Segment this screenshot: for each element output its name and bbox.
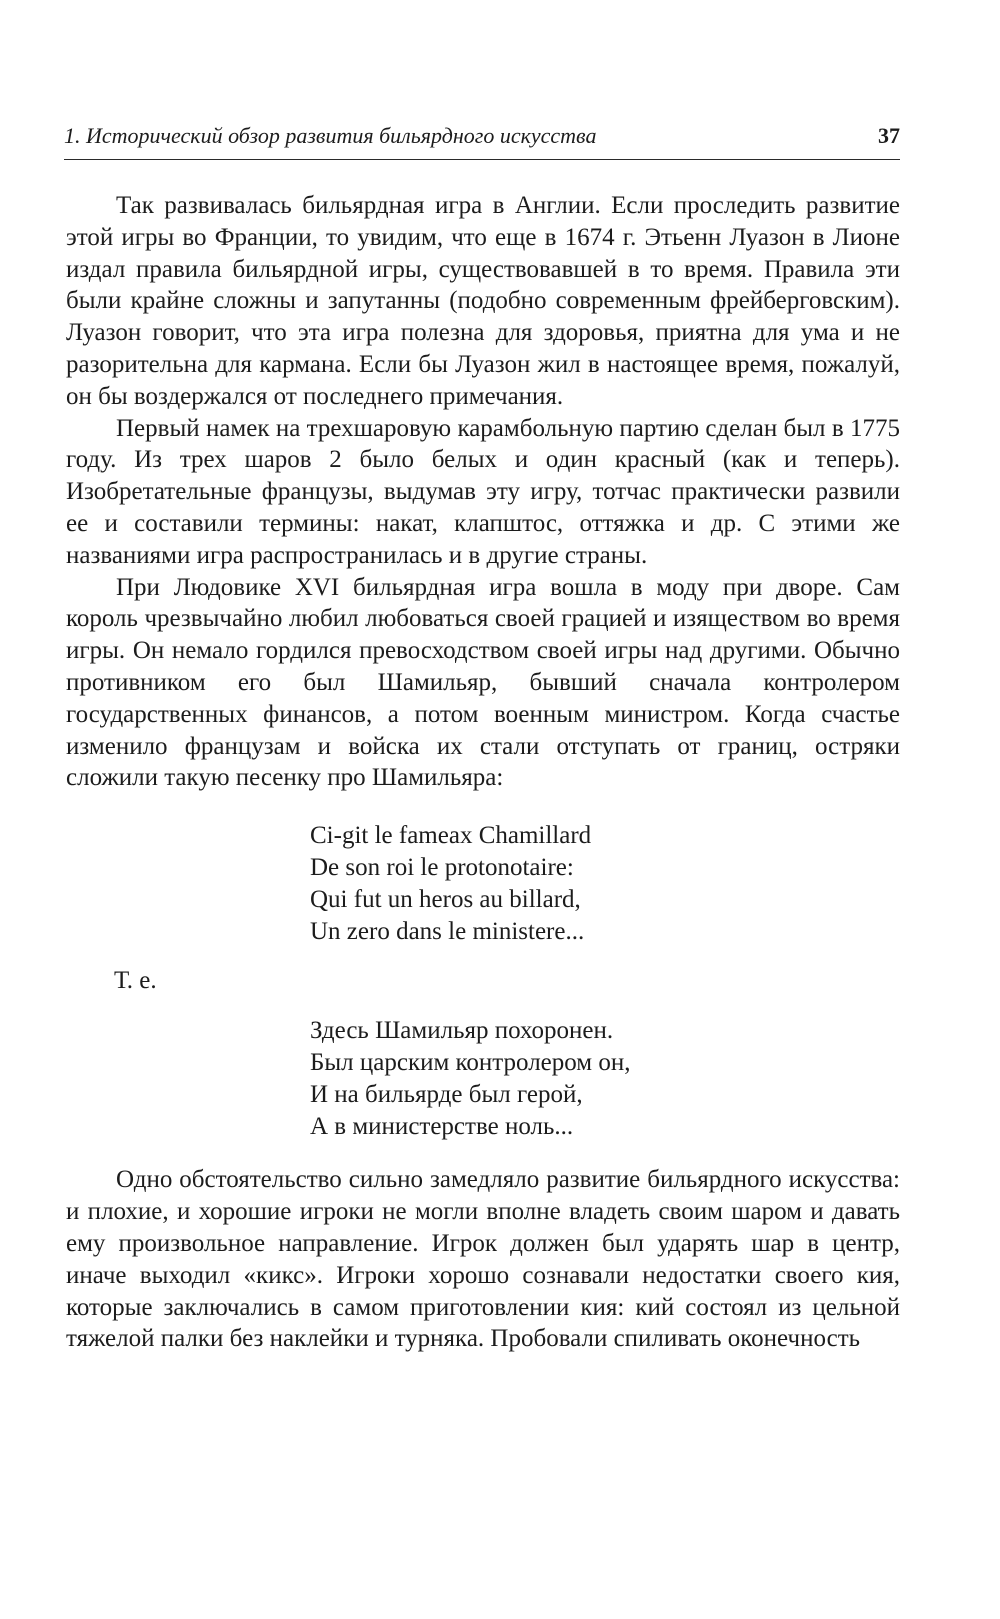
running-header [64, 117, 900, 160]
verse-line: Здесь Шамильяр похоронен. [310, 1017, 614, 1045]
verse-line: Un zero dans le ministere... [310, 917, 585, 945]
paragraph: Первый намек на трехшаровую карамбольную партию сделан был в 1775 году. Из трех шаров 2 было белых и один красный (как и теперь). Изобретательные французы, выдумав эту игру, тотчас практически развили ее и составили термины: накат, клапштос, оттяжка и др. С этими же названиями игра распространилась и в другие страны. [66, 414, 900, 569]
verse-line: А в министерстве ноль... [310, 1112, 574, 1140]
verse-line: Ci-git le fameax Chamillard [310, 822, 592, 850]
page-number: 37 [878, 123, 900, 148]
french-verse [66, 820, 900, 947]
paragraph: Так развивалась бильярдная игра в Англии. Если проследить развитие этой игры во Франции, то увидим, что еще в 1674 г. Этьенн Луазон в Лионе издал правила бильярдной игры, существовавшей в то время. Правила эти были крайне сложны и запутанны (подобно современным фрейберговским). Луазон говорит, что эта игра полезна для здоровья, приятна для ума и не разорительна для кармана. Если бы Луазон жил в настоящее время, пожалуй, он бы воздержался от последнего примечания. [66, 192, 900, 410]
verse-line: De son roi le protonotaire: [310, 853, 574, 881]
chapter-title: 1. Исторический обзор развития бильярдного искусства [64, 123, 597, 148]
verse-line: И на бильярде был герой, [310, 1080, 583, 1108]
paragraph: При Людовике XVI бильярдная игра вошла в моду при дворе. Сам король чрезвычайно любил любоваться своей грацией и изяществом во время игры. Он немало гордился превосходством своей игры над другими. Обычно противником его был Шамильяр, бывший сначала контролером государственных финансов, а потом военным министром. Когда счастье изменило французам и войска их стали отступать от границ, остряки сложили такую песенку про Шамильяра: [66, 573, 900, 792]
russian-verse [66, 1015, 900, 1142]
verse-line: Был царским контролером он, [310, 1048, 631, 1076]
translation-label: Т. е. [114, 967, 157, 995]
body-text [66, 190, 900, 1355]
verse-line: Qui fut un heros au billard, [310, 885, 581, 913]
paragraph: Одно обстоятельство сильно замедляло развитие бильярдного искусства: и плохие, и хорошие игроки не могли вполне владеть своим шаром и давать ему произвольное направление. Игрок должен был ударять шар в центр, иначе выходил «кикс». Игроки хорошо сознавали недостатки своего кия, которые заключались в самом приготовлении кия: кий состоял из цельной тяжелой палки без наклейки и турняка. Пробовали спиливать оконечность [66, 1166, 900, 1353]
